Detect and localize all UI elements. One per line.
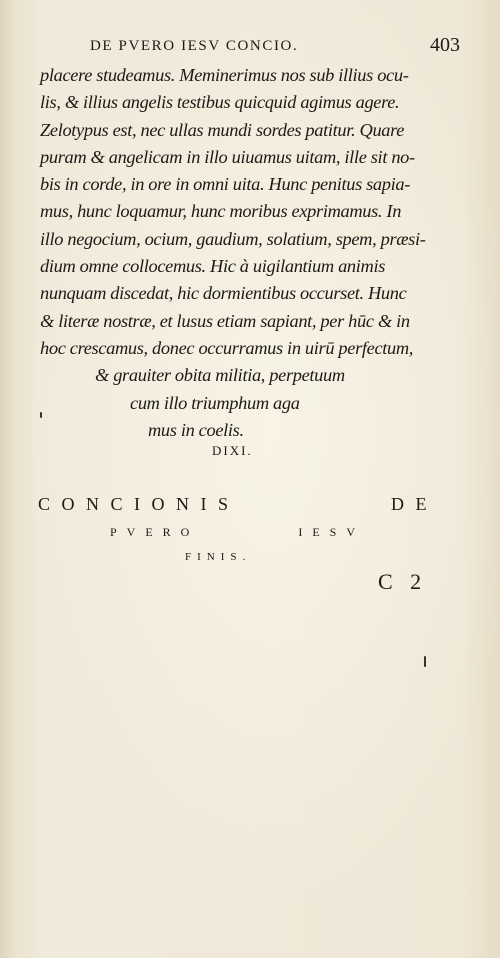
running-title: DE PVERO IESV CONCIO.	[90, 38, 299, 54]
text-line: & grauiter obita militia, perpetuum	[95, 365, 345, 386]
ink-speck	[40, 412, 42, 418]
closing-word: DIXI.	[212, 443, 253, 458]
ink-speck	[424, 656, 426, 667]
text-line: puram & angelicam in illo uiuamus uitam, ille sit no-	[40, 146, 415, 167]
colophon-line-2: PVERO IESV	[110, 525, 365, 539]
text-line: illo negocium, ocium, gaudium, solatium, spem, præsi-	[40, 228, 426, 249]
text-line: mus, hunc loquamur, hunc moribus exprimamus. In	[40, 201, 402, 222]
text-line: placere studeamus. Meminerimus nos sub illius ocu-	[40, 65, 409, 85]
page-number: 403	[430, 34, 460, 56]
body-text	[40, 62, 455, 444]
text-line: nunquam discedat, hic dormientibus occurset. Hunc	[40, 283, 407, 304]
signature-mark: C 2	[378, 569, 428, 594]
running-head	[90, 34, 460, 60]
text-line: & literæ nostræ, et lusus etiam sapiant, per hūc & in	[40, 310, 410, 331]
text-line: Zelotypus est, nec ullas mundi sordes patitur. Quare	[40, 119, 405, 140]
text-line: mus in coelis.	[148, 419, 244, 440]
text-line: bis in corde, in ore in omni uita. Hunc penitus sapia-	[40, 174, 410, 195]
colophon-line-1: CONCIONIS DE	[38, 494, 438, 514]
text-line: cum illo triumphum aga	[130, 392, 300, 413]
colophon-line-3: FINIS.	[185, 551, 252, 563]
text-line: lis, & illius angelis testibus quicquid agimus agere.	[40, 92, 400, 113]
text-line: dium omne collocemus. Hic à uigilantium animis	[40, 256, 386, 277]
text-line: hoc crescamus, donec occurramus in uirū perfectum,	[40, 337, 414, 358]
